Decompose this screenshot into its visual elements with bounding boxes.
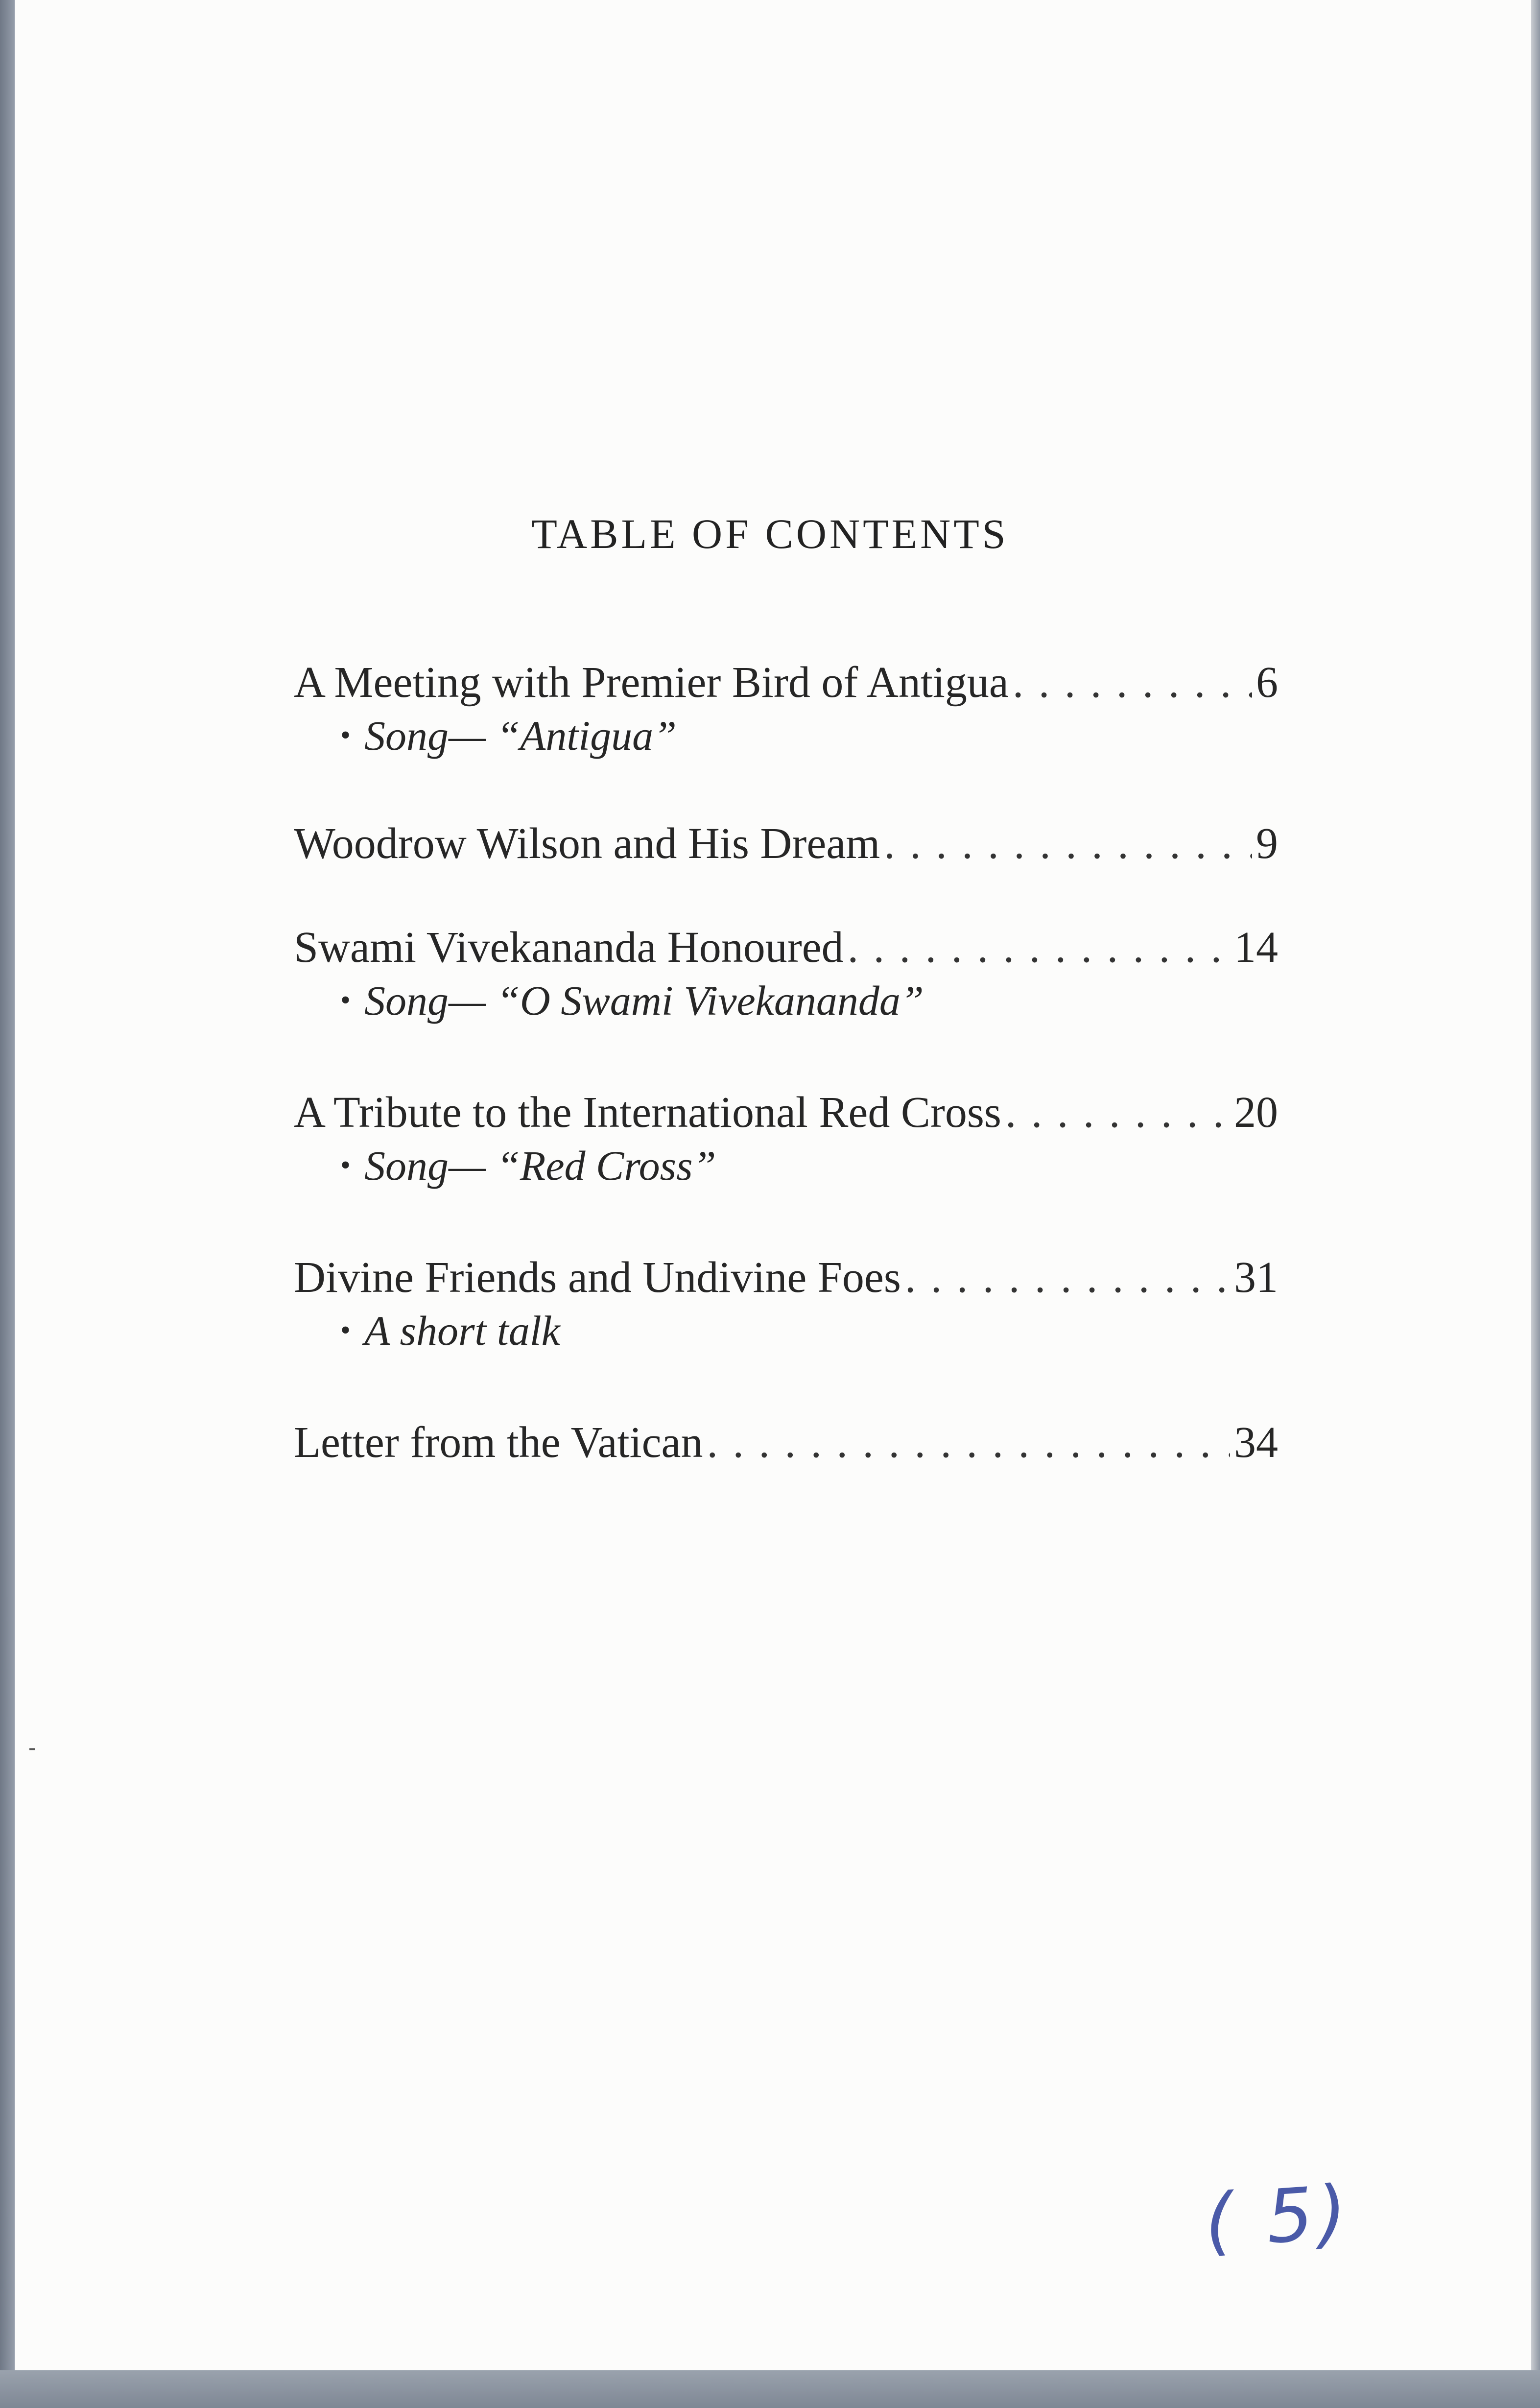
dot-leader bbox=[707, 1416, 1231, 1469]
bullet-icon: • bbox=[340, 984, 351, 1016]
toc-entry-line bbox=[294, 1416, 1278, 1469]
dot-leader bbox=[848, 921, 1230, 974]
toc-sub-entry bbox=[294, 974, 1278, 1031]
dot-leader bbox=[1005, 1086, 1230, 1139]
toc-entry-title: A Meeting with Premier Bird of Antigua bbox=[294, 658, 1009, 707]
toc-sub-entry bbox=[294, 1139, 1278, 1196]
bullet-icon: • bbox=[340, 1149, 351, 1181]
toc-sub-entry-text: Song— “Antigua” bbox=[364, 712, 677, 759]
toc-entry-line bbox=[294, 921, 1278, 974]
toc-page-number: 14 bbox=[1234, 923, 1278, 972]
dot-leader bbox=[905, 1251, 1230, 1304]
bleed-through-mark bbox=[1361, 2204, 1415, 2267]
toc-entry bbox=[294, 1251, 1278, 1361]
toc-entry-title: Letter from the Vatican bbox=[294, 1418, 703, 1467]
page-title: TABLE OF CONTENTS bbox=[531, 510, 1009, 557]
toc-entry bbox=[294, 656, 1278, 766]
toc-entry bbox=[294, 921, 1278, 1031]
toc-sub-entry bbox=[294, 1304, 1278, 1361]
toc-entry-line bbox=[294, 1086, 1278, 1139]
handwritten-page-number: ( 5) bbox=[1202, 2169, 1354, 2265]
table-of-contents bbox=[294, 656, 1278, 1469]
toc-entry bbox=[294, 1086, 1278, 1196]
toc-entry-title: A Tribute to the International Red Cross bbox=[294, 1088, 1001, 1137]
toc-entry-line bbox=[294, 656, 1278, 709]
toc-page-number: 6 bbox=[1256, 658, 1278, 707]
toc-page-number: 20 bbox=[1234, 1088, 1278, 1137]
toc-entry-title: Divine Friends and Undivine Foes bbox=[294, 1253, 901, 1302]
dot-leader bbox=[884, 817, 1252, 870]
bullet-icon: • bbox=[340, 719, 351, 751]
toc-page-number: 34 bbox=[1234, 1418, 1278, 1467]
scan-border-right bbox=[1531, 0, 1540, 2370]
toc-sub-entry bbox=[294, 709, 1278, 766]
toc-page-number: 9 bbox=[1256, 819, 1278, 868]
scan-border-left bbox=[0, 0, 15, 2408]
toc-sub-entry-text: Song— “Red Cross” bbox=[364, 1142, 716, 1189]
scan-border-bottom bbox=[0, 2370, 1540, 2408]
toc-entry bbox=[294, 1416, 1278, 1469]
toc-entry-line bbox=[294, 1251, 1278, 1304]
toc-page-number: 31 bbox=[1234, 1253, 1278, 1302]
toc-entry-title: Swami Vivekananda Honoured bbox=[294, 923, 844, 972]
toc-entry bbox=[294, 817, 1278, 870]
toc-sub-entry-text: A short talk bbox=[364, 1307, 560, 1354]
toc-entry-title: Woodrow Wilson and His Dream bbox=[294, 819, 880, 868]
toc-entry-line bbox=[294, 817, 1278, 870]
scan-mark bbox=[29, 1748, 35, 1750]
bullet-icon: • bbox=[340, 1314, 351, 1346]
toc-sub-entry-text: Song— “O Swami Vivekananda” bbox=[364, 977, 924, 1024]
dot-leader bbox=[1013, 656, 1252, 709]
